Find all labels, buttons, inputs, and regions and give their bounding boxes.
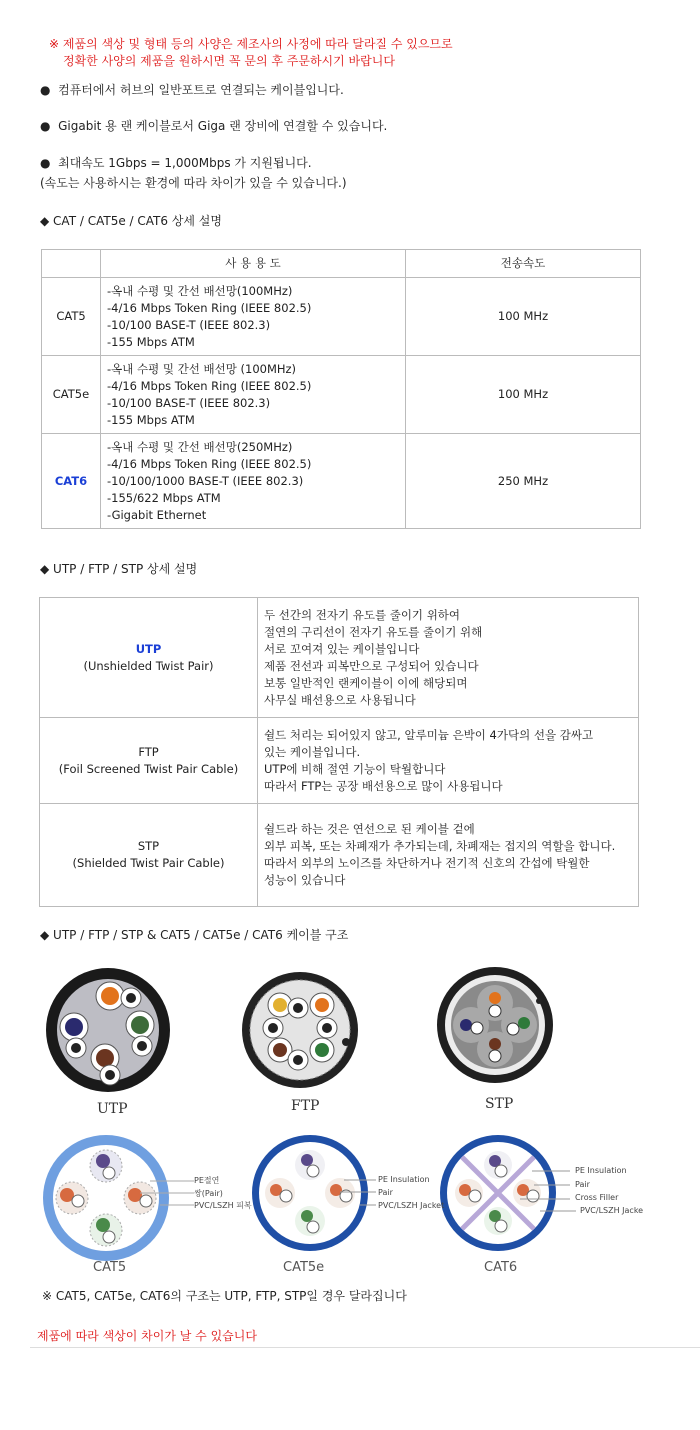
- cat5e-label: CAT5e: [283, 1260, 325, 1275]
- cat-row-speed: 250 MHz: [406, 434, 641, 529]
- cable-type-name: FTP: [138, 744, 159, 759]
- cat-table-corner: [42, 250, 101, 278]
- cable-type-name: STP: [137, 839, 160, 853]
- cat-row-name: CAT5e: [42, 356, 101, 434]
- cat5-callout: PVC/LSZH 피복: [194, 1201, 252, 1210]
- divider: [30, 1347, 700, 1348]
- bullet-text: Gigabit 용 랜 케이블로서 Giga 랜 장비에 연결할 수 있습니다.: [58, 119, 388, 133]
- ftp-cell-name: [40, 718, 258, 804]
- speed-note: (속도는 사용하시는 환경에 따라 차이가 있을 수 있습니다.): [40, 176, 347, 190]
- cat-row-speed: 100 MHz: [406, 278, 641, 356]
- structure-note: ※ CAT5, CAT5e, CAT6의 구조는 UTP, FTP, STP일 경우 달라집니다: [42, 1289, 407, 1303]
- cable-type-desc: 쉴드 처리는 되어있지 않고, 알루미늄 은박이 4가닥의 선을 감싸고 있는 케이블입니다. UTP에 비해 절연 기능이 탁월합니다 따라서 FTP는 공장 배선용으로 많이 사용됩니다: [258, 718, 639, 804]
- cat5-callout: PE절연: [194, 1176, 220, 1185]
- utp-table: [39, 597, 639, 907]
- bullet-item: ● Gigabit 용 랜 케이블로서 Giga 랜 장비에 연결할 수 있습니다.: [40, 119, 388, 133]
- cat5e-callout: PVC/LSZH Jacket: [378, 1201, 445, 1210]
- cable-type-full: (Foil Screened Twist Pair Cable): [58, 761, 239, 776]
- cable-type-desc: 쉴드라 하는 것은 연선으로 된 케이블 겉에 외부 피복, 또는 차폐재가 추가되는데, 차폐재는 접지의 역할을 합니다. 따라서 외부의 노이즈를 차단하거나 전기적 신호의 간섭에 탁월한 성능이 있습니다: [258, 804, 639, 907]
- bullet-text: 최대속도 1Gbps = 1,000Mbps 가 지원됩니다.: [58, 156, 312, 170]
- color-note: 제품에 따라 색상이 차이가 날 수 있습니다: [37, 1329, 257, 1343]
- cat6-label: CAT6: [484, 1260, 518, 1275]
- cat5-cable-icon: [43, 1135, 169, 1261]
- cat6-callout: Cross Filler: [575, 1193, 619, 1202]
- cat6-callout: Pair: [575, 1180, 590, 1189]
- cat-row-name: CAT5: [42, 278, 101, 356]
- cat-header-speed: 전송속도: [406, 250, 641, 278]
- section-title-cat: ◆ CAT / CAT5e / CAT6 상세 설명: [40, 214, 222, 228]
- bullet-text: 컴퓨터에서 허브의 일반포트로 연결되는 케이블입니다.: [58, 83, 344, 97]
- cat5-label: CAT5: [93, 1260, 127, 1275]
- cat5-callout: 쌍(Pair): [194, 1189, 223, 1198]
- section-title-structure: ◆ UTP / FTP / STP & CAT5 / CAT5e / CAT6 케이블 구조: [40, 928, 349, 942]
- cable-type-full: (Unshielded Twist Pair): [83, 658, 214, 673]
- cat6-callout: PE Insulation: [575, 1166, 627, 1175]
- cat5e-callout: PE Insulation: [378, 1175, 430, 1184]
- notice-line-1: ※ 제품의 색상 및 형태 등의 사양은 제조사의 사정에 따라 달라질 수 있으므로: [49, 37, 453, 51]
- cable-cross-sections-top: [40, 965, 680, 1105]
- section-title-utp: ◆ UTP / FTP / STP 상세 설명: [40, 562, 198, 576]
- ftp-label: FTP: [291, 1098, 320, 1114]
- utp-label: UTP: [97, 1101, 128, 1117]
- bullet-item: ● 컴퓨터에서 허브의 일반포트로 연결되는 케이블입니다.: [40, 83, 344, 97]
- stp-cable-icon: [437, 967, 553, 1083]
- cat-table: [41, 249, 641, 529]
- cat-row-use: -옥내 수평 및 간선 배선망 (100MHz) -4/16 Mbps Token Ring (IEEE 802.5) -10/100 BASE-T (IEEE 802.3) -155 Mbps ATM: [101, 356, 406, 434]
- cat5e-callout: Pair: [378, 1188, 393, 1197]
- cable-type-name: UTP: [135, 641, 162, 656]
- cable-cross-sections-bottom: [40, 1133, 660, 1263]
- cable-type-full: (Shielded Twist Pair Cable): [72, 856, 225, 870]
- utp-cable-icon: [46, 968, 170, 1092]
- cat-row-speed: 100 MHz: [406, 356, 641, 434]
- stp-cell-name: [40, 804, 258, 907]
- cat-row-use: -옥내 수평 및 간선 배선망(250MHz) -4/16 Mbps Token Ring (IEEE 802.5) -10/100/1000 BASE-T (IEEE 802.3) -155/622 Mbps ATM -Gigabit Ethernet: [101, 434, 406, 529]
- bullet-item: ● 최대속도 1Gbps = 1,000Mbps 가 지원됩니다.: [40, 156, 312, 170]
- cable-type-desc: 두 선간의 전자기 유도를 줄이기 위하여 절연의 구리선이 전자기 유도를 줄이기 위해 서로 꼬여져 있는 케이블입니다 제품 전선과 피복만으로 구성되어 있습니다 보통 일반적인 랜케이블이 이에 해당되며 사무실 배선용으로 사용됩니다: [258, 598, 639, 718]
- cat-row-name: CAT6: [42, 434, 101, 529]
- cat5e-cable-icon: [252, 1135, 368, 1251]
- notice-line-2: 정확한 사양의 제품을 원하시면 꼭 문의 후 주문하시기 바랍니다: [63, 54, 395, 68]
- cat6-callout: PVC/LSZH Jacke: [580, 1206, 644, 1215]
- cat-row-use: -옥내 수평 및 간선 배선망(100MHz) -4/16 Mbps Token Ring (IEEE 802.5) -10/100 BASE-T (IEEE 802.3) -155 Mbps ATM: [101, 278, 406, 356]
- cat6-cable-icon: [440, 1135, 556, 1251]
- utp-cell-name: [40, 598, 258, 718]
- cat-header-use: 사 용 용 도: [101, 250, 406, 278]
- stp-label: STP: [485, 1096, 514, 1112]
- ftp-cable-icon: [242, 972, 358, 1088]
